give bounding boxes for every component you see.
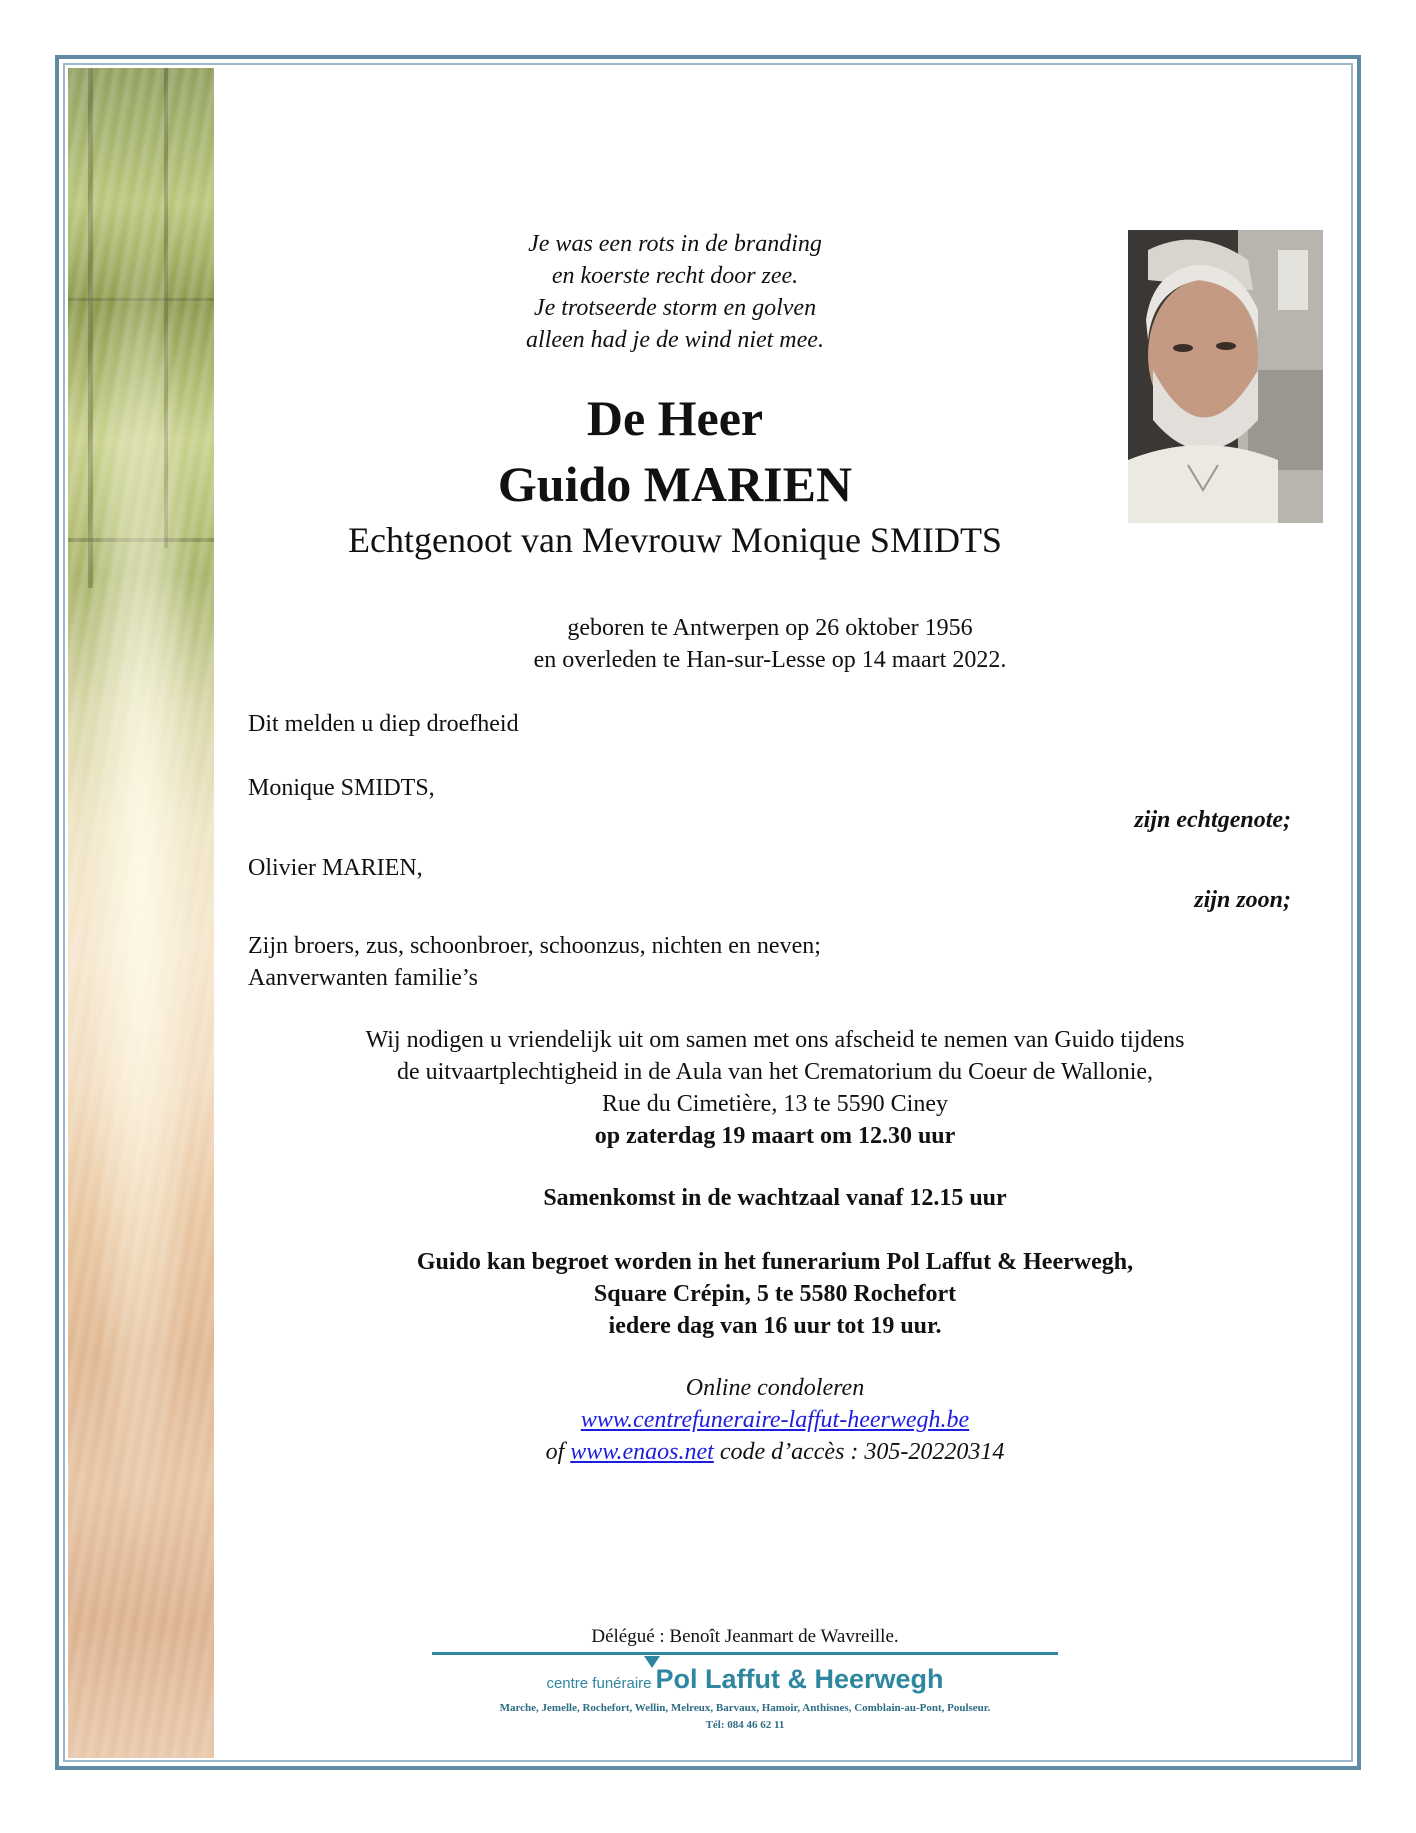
relatives-line: Aanverwanten familie’s bbox=[248, 965, 478, 991]
death-line: en overleden te Han-sur-Lesse op 14 maart 2022. bbox=[533, 647, 1007, 673]
funeral-home-link[interactable]: www.centrefuneraire-laffut-heerwegh.be bbox=[580, 1407, 970, 1433]
delegate-line: Délégué : Benoît Jeanmart de Wavreille. bbox=[591, 1626, 899, 1647]
poem-line: Je was een rots in de branding bbox=[528, 231, 822, 257]
ceremony-line: de uitvaartplechtigheid in de Aula van het Crematorium du Coeur de Wallonie, bbox=[396, 1059, 1154, 1085]
condolences-prefix: of bbox=[545, 1439, 571, 1465]
family-member-relation: zijn zoon; bbox=[1194, 887, 1291, 913]
portrait-photo bbox=[1128, 230, 1323, 523]
ceremony-line: Rue du Cimetière, 13 te 5590 Ciney bbox=[602, 1091, 948, 1117]
funeral-home-logo bbox=[432, 1664, 1058, 1695]
condolences-info bbox=[250, 1372, 1300, 1468]
brand-small-text: centre funéraire bbox=[546, 1675, 652, 1692]
relatives-line: Zijn broers, zus, schoonbroer, schoonzus, nichten en neven; bbox=[248, 933, 821, 959]
deceased-name: Guido MARIEN bbox=[497, 456, 853, 512]
spouse-line: Echtgenoot van Mevrouw Monique SMIDTS bbox=[348, 520, 1002, 560]
footer-locations: Marche, Jemelle, Rochefort, Wellin, Melreux, Barvaux, Hamoir, Anthisnes, Comblain-au-Pont, Poulseur. bbox=[499, 1702, 991, 1714]
honorific: De Heer bbox=[586, 390, 764, 446]
forest-path-image bbox=[68, 68, 214, 1758]
condolences-heading: Online condoleren bbox=[685, 1375, 865, 1401]
family-member-name: Monique SMIDTS, bbox=[248, 775, 435, 801]
poem-line: Je trotseerde storm en golven bbox=[533, 295, 817, 321]
family-member-name: Olivier MARIEN, bbox=[248, 855, 423, 881]
ceremony-datetime: op zaterdag 19 maart om 12.30 uur bbox=[594, 1123, 956, 1149]
visitation-line: Square Crépin, 5 te 5580 Rochefort bbox=[593, 1281, 957, 1307]
ceremony-line: Wij nodigen u vriendelijk uit om samen met ons afscheid te nemen van Guido tijdens bbox=[365, 1027, 1185, 1053]
gathering-line: Samenkomst in de wachtzaal vanaf 12.15 uur bbox=[543, 1185, 1007, 1211]
brand-name: Pol Laffut & Heerwegh bbox=[655, 1664, 944, 1694]
poem-line: alleen had je de wind niet mee. bbox=[526, 327, 824, 353]
poem-line: en koerste recht door zee. bbox=[551, 263, 799, 289]
family-member-relation: zijn echtgenote; bbox=[1134, 807, 1291, 833]
enaos-link[interactable]: www.enaos.net bbox=[570, 1439, 714, 1465]
gathering-info bbox=[250, 1182, 1300, 1214]
footer-phone: Tél: 084 46 62 11 bbox=[705, 1719, 785, 1731]
access-code: code d’accès : 305-20220314 bbox=[713, 1439, 1005, 1465]
life-dates bbox=[440, 612, 1100, 676]
visitation-info bbox=[250, 1246, 1300, 1342]
announcement: Dit melden u diep droefheid bbox=[248, 711, 519, 737]
memorial-poem bbox=[430, 228, 920, 356]
birth-line: geboren te Antwerpen op 26 oktober 1956 bbox=[567, 615, 973, 641]
visitation-line: Guido kan begroet worden in het funerarium Pol Laffut & Heerwegh, bbox=[416, 1249, 1134, 1275]
visitation-line: iedere dag van 16 uur tot 19 uur. bbox=[608, 1313, 942, 1339]
footer-divider bbox=[432, 1652, 1058, 1655]
ceremony-info bbox=[250, 1024, 1300, 1152]
